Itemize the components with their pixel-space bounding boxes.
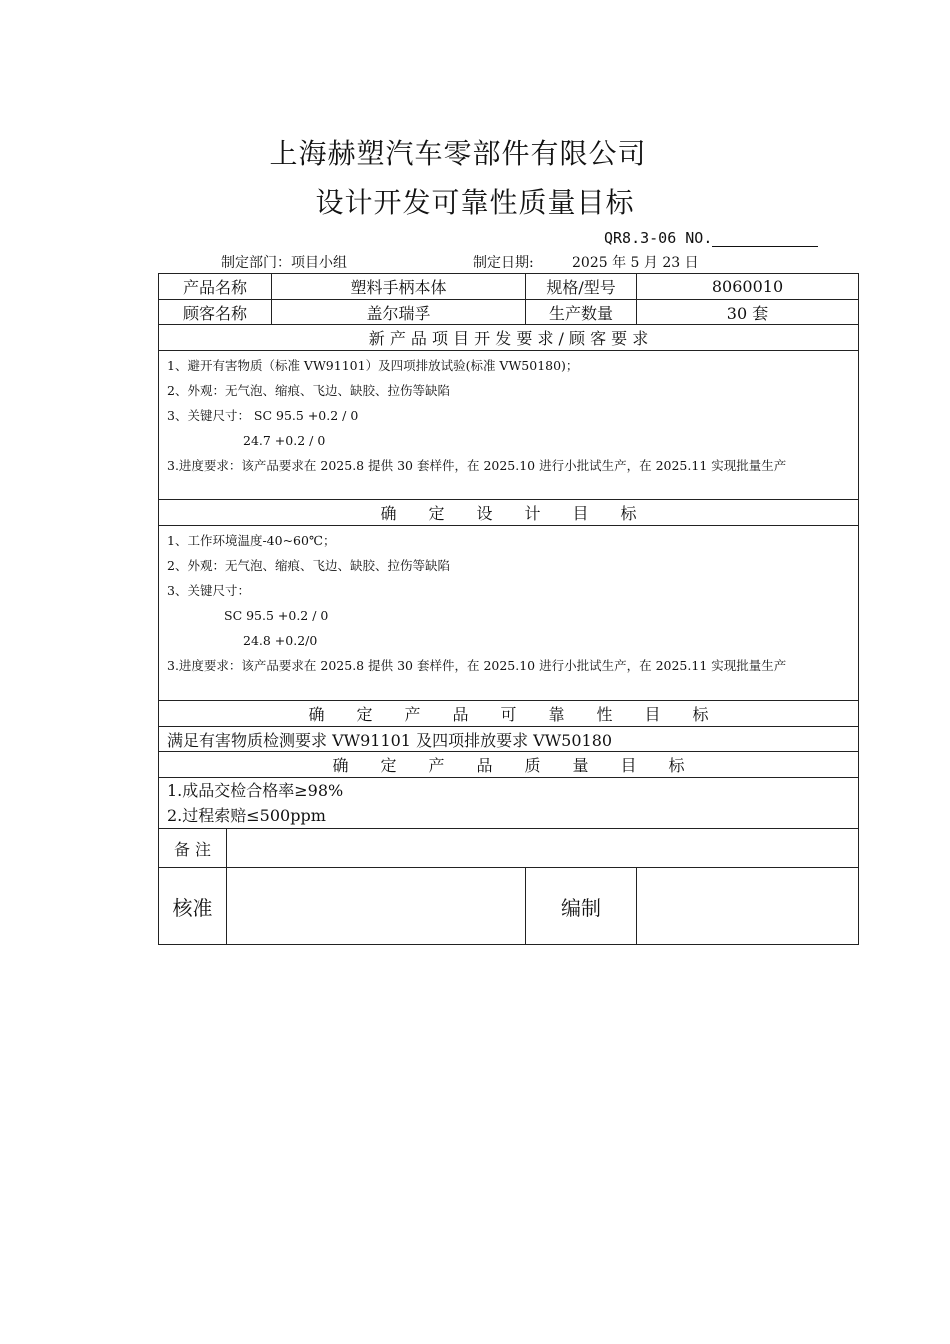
requirements-body [159,351,859,500]
approve-label: 核准 [159,868,227,945]
product-name-label: 产品名称 [159,274,272,300]
requirement-line: 3、关键尺寸： SC 95.5 +0.2 / 0 [167,408,359,423]
reliability-heading: 确 定 产 品 可 靠 性 目 标 [159,701,859,727]
requirement-line: 1、避开有害物质（标准 VW91101）及四项排放试验(标准 VW50180)； [167,358,579,373]
prepare-label: 编制 [526,868,637,945]
design-line: 24.8 +0.2/0 [243,633,318,648]
qty-label: 生产数量 [526,300,637,325]
quality-line: 1.成品交检合格率≥98% [167,781,344,800]
quality-heading: 确 定 产 品 质 量 目 标 [159,752,859,778]
requirement-line: 3.进度要求：该产品要求在 2025.8 提供 30 套样件，在 2025.10 进行小批试生产，在 2025.11 实现批量生产 [167,458,787,473]
quality-body [159,778,859,829]
reliability-text: 满足有害物质检测要求 VW91101 及四项排放要求 VW50180 [159,727,859,752]
spec-label: 规格/型号 [526,274,637,300]
quality-line: 2.过程索赔≤500ppm [167,806,326,825]
design-line: 2、外观：无气泡、缩痕、飞边、缺胶、拉伤等缺陷 [167,558,450,573]
date-value: 2025 年 5 月 23 日 [572,255,699,271]
prepare-field[interactable] [637,868,859,945]
design-line: 3.进度要求：该产品要求在 2025.8 提供 30 套样件，在 2025.10 进行小批试生产，在 2025.11 实现批量生产 [167,658,787,673]
design-line: 3、关键尺寸： [167,583,250,598]
form-code [604,229,818,247]
date-label: 制定日期: [473,255,534,271]
company-name: 上海赫塑汽车零部件有限公司 [269,137,647,170]
customer-value: 盖尔瑞孚 [272,300,526,325]
dept-label: 制定部门：项目小组 [221,255,347,271]
requirement-line: 24.7 +0.2 / 0 [243,433,326,448]
requirements-heading: 新 产 品 项 目 开 发 要 求 / 顾 客 要 求 [159,325,859,351]
design-line: SC 95.5 +0.2 / 0 [224,608,329,623]
qty-value: 30 套 [637,300,859,325]
requirement-line: 2、外观：无气泡、缩痕、飞边、缺胶、拉伤等缺陷 [167,383,450,398]
design-target-heading: 确 定 设 计 目 标 [159,500,859,526]
customer-label: 顾客名称 [159,300,272,325]
spec-value: 8060010 [637,274,859,300]
approve-field[interactable] [227,868,526,945]
design-target-body [159,526,859,701]
remark-label: 备 注 [159,829,227,868]
remark-field[interactable] [227,829,859,868]
document-title: 设计开发可靠性质量目标 [315,186,635,219]
form-code-text: QR8.3-06 NO. [604,229,713,247]
design-line: 1、工作环境温度-40~60℃； [167,533,336,548]
quality-target-table [158,273,859,945]
form-number-blank [712,232,818,247]
product-name-value: 塑料手柄本体 [272,274,526,300]
